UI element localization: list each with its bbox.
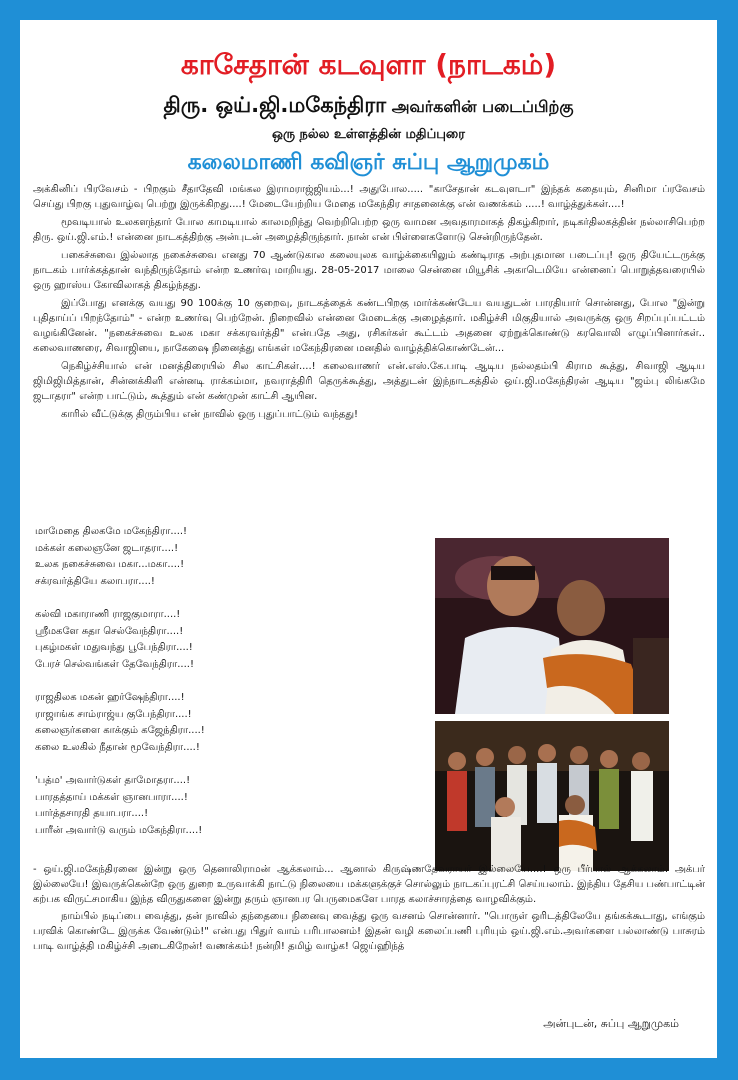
poem-line: கலை உலகில் நீதான் மூவேந்திரா....!	[35, 741, 200, 753]
poem-line: மக்கள் கலைஞனே ஜடாதரா....!	[35, 542, 179, 554]
review-body	[33, 182, 705, 425]
poem-line: மாமேதை திலகமே மகேந்திரா....!	[35, 526, 188, 537]
closing-text	[33, 862, 705, 956]
author-line	[20, 94, 717, 118]
poem-line: கல்வி மகாராணி ராஜகுமாரா....!	[35, 609, 181, 620]
photo-group-stage	[435, 721, 669, 871]
photo-two-men	[435, 538, 669, 714]
poem	[35, 524, 415, 856]
paragraph: மூவடியால் உலகளந்தார் போல காமடியால் காலமறிந்து வெற்றிபெற்ற ஒரு வாமன அவதாரமாகத் திகழ்கிறார், நடிகர்திலகத்தின் நல்லாசிபெற்ற திரு. ஒய்.ஜி.எம்.! என்னை நாடகத்திற்கு அன்புடன் அழைத்திருந்தார். நான் என் பிள்ளைகளோடு சென்றிருந்தேன்.	[33, 217, 705, 243]
poem-stanza	[35, 773, 415, 839]
review-page	[20, 20, 717, 1058]
reviewer-name: கலைமாணி கவிஞர் சுப்பு ஆறுமுகம்	[187, 150, 550, 175]
poem-line: ராஜதிலக மகன் ஹர்ஷேந்திரா....!	[35, 692, 185, 703]
poem-line: ராஜாங்க சாம்ராஜ்ய குபேந்திரா....!	[35, 708, 192, 720]
paragraph: - ஒய்.ஜி.மகேந்திரனை இன்று ஒரு தெனாலிராமன் ஆக்கலாம்... ஆனால் கிருஷ்ணதேவராயர் இல்லையே....! ஒரு பீர்பால் ஆக்கலாம். அக்பர் இல்லையே! இவருக்கென்றே ஒரு துறை உருவாக்கி நாட்டு நிலையை மக்களுக்குச் சொல்லும் நாடகப்புரட்சி செய்யலாம். இந்திய தேசிய பண்பாட்டின் கற்பக விருட்சமாகிய இந்த விருதுகளை இன்று தரும் ஞானபர பெருமைகளே பாரத கலாச்சாரத்தை வாழவிக்கும்.	[33, 864, 705, 905]
paragraph: நாம்பில் நடிப்பை வைத்து, தன் நாவில் தந்தையை நினைவு வைத்து ஒரு வசனம் சொன்னார். "பொருள் ஒரிடத்திலேயே தங்கக்கூடாது, எங்கும் பரவிக் கொண்டே இருக்க வேண்டும்!" என்பது பிதுர் வாம் பரிபாலனம்! இதன் வழி கலைப்பணி புரியும் ஒய்.ஜி.எம்.அவர்களை பல்லாண்டு பாசுரம் பாடி வாழ்த்தி மகிழ்ச்சி அடைகிறேன்! வணக்கம்! நன்றி! தமிழ் வாழ்க! ஜெய்ஹிந்த்	[33, 911, 705, 952]
poem-line: கலைஞர்களை காக்கும் கஜேந்திரா....!	[35, 725, 205, 736]
author-suffix: அவர்களின் படைப்பிற்கு	[386, 97, 574, 116]
poem-line: ஸ்ரீமகளே சுதா செல்வேந்திரா....!	[35, 625, 184, 637]
subtitle: ஒரு நல்ல உள்ளத்தின் மதிப்புரை	[272, 127, 465, 142]
poem-line: 'பத்ம' அவார்டுகள் தாமோதரா....!	[35, 775, 191, 786]
drama-title: காசேதான் கடவுளா (நாடகம்)	[180, 48, 557, 81]
paragraph: இப்போது எனக்கு வயது 90 100க்கு 10 குறைவு, நாடகத்தைக் கண்டபிறகு மார்க்கண்டேய வயதுடன் பாரதியார் சொன்னது, போல "இன்று புதிதாய்ப் பிறந்தோம்" - என்ற உணர்வு பெற்றேன். நிறைவில் என்னை மேடைக்கு அழைத்தார். மகிழ்ச்சி மிகுதியால் அவருக்கு ஒரு சிறப்புப்பட்டம் வழங்கினேன். "நகைச்சுவை உலக மகா சக்கரவர்த்தி" என்பதே அது, ரசிகர்கள் கூட்டம் அதனை ஏற்றுக்கொண்டு கரவொலி எழுப்பினார்கள்.. கலைவாணரை, சிவாஜியை, நாகேஷை நினைத்து எங்கள் மகேந்திரனை மனதில் வாழ்த்திக்கொண்டேன்...	[33, 298, 705, 354]
poem-line: புகழ்மகள் மதுவந்து பூபேந்திரா....!	[35, 642, 193, 653]
poem-line: பார்த்தசாரதி தயாபரா....!	[35, 808, 149, 819]
paragraph: பகைச்சுவை இல்லாத நகைச்சுவை எனது 70 ஆண்டுகால கலையுலக வாழ்க்கையிலும் கண்டிராத அற்புதமான படைப்பு! ஒரு தியேட்டருக்கு நாடகம் பார்க்கத்தான் வந்திருந்தோம் என்ற உணர்வு மாறியது. 28-05-2017 மாலை சென்னை மியூசிக் அகாடெமியே என்னைப் பொறுத்தவரையில் ஒரு ஹாஸ்ய கோவிலாகத் திகழ்ந்தது.	[33, 250, 705, 291]
poem-line: பாரீன் அவார்டு வரும் மகேந்திரா....!	[35, 824, 203, 836]
paragraph: காரில் வீட்டுக்கு திரும்பிய என் நாவில் ஒரு புதுப்பாட்டும் வந்தது!	[61, 409, 359, 420]
paragraph: நெகிழ்ச்சியால் என் மனத்திரையில் சில காட்சிகள்....! கலைவாணர் என்.எஸ்.கே.பாடி ஆடிய நல்லதம்பி கிராம கூத்து, சிவாஜி ஆடிய ஜிமிஜிமித்தான், சின்னக்கிளி என்னடி ராக்கம்மா, நவராத்திரி தெருக்கூத்து, அத்துடன் இந்நாடகத்தில் ஒய்.ஜி.மகேந்திரன் ஆடிய "ஜம்பு லிங்கமே ஜடாதரா" என்ற பாட்டும், கூத்தும் என் கண்முன் காட்சி ஆயின.	[33, 361, 705, 402]
poem-stanza	[35, 607, 415, 673]
poem-stanza	[35, 690, 415, 756]
poem-stanza	[35, 524, 415, 590]
poem-line: பேரச் செல்வங்கள் தேவேந்திரா....!	[35, 658, 194, 670]
paragraph: அக்கினிப் பிரவேசம் - பிறகும் சீதாதேவி மங்கல இராமராஜ்ஜியம்...! அதுபோல..... "காசேதான் கடவுளடா" இந்தக் கதையும், சினிமா ப்ரவேசம் செய்து பிறகு புதுவாழ்வு பெற்று இருக்கிறது....! மேடையேற்றிய மேதை மகேந்திர சாதனைக்கு என் வணக்கம் .....! வாழ்த்துக்கள்....!	[33, 184, 705, 210]
poem-line: சக்ரவர்த்தியே கலாபரா....!	[35, 575, 155, 587]
poem-line: பாரதத்தாய் மக்கள் ஞானபாரா....!	[35, 791, 188, 803]
signature: அன்புடன், சுப்பு ஆறுமுகம்	[543, 1017, 679, 1030]
author-name: திரு. ஒய்.ஜி.மகேந்திரா	[163, 93, 387, 117]
poem-line: உலக நகைச்சுவை மகா...மகா....!	[35, 559, 185, 570]
